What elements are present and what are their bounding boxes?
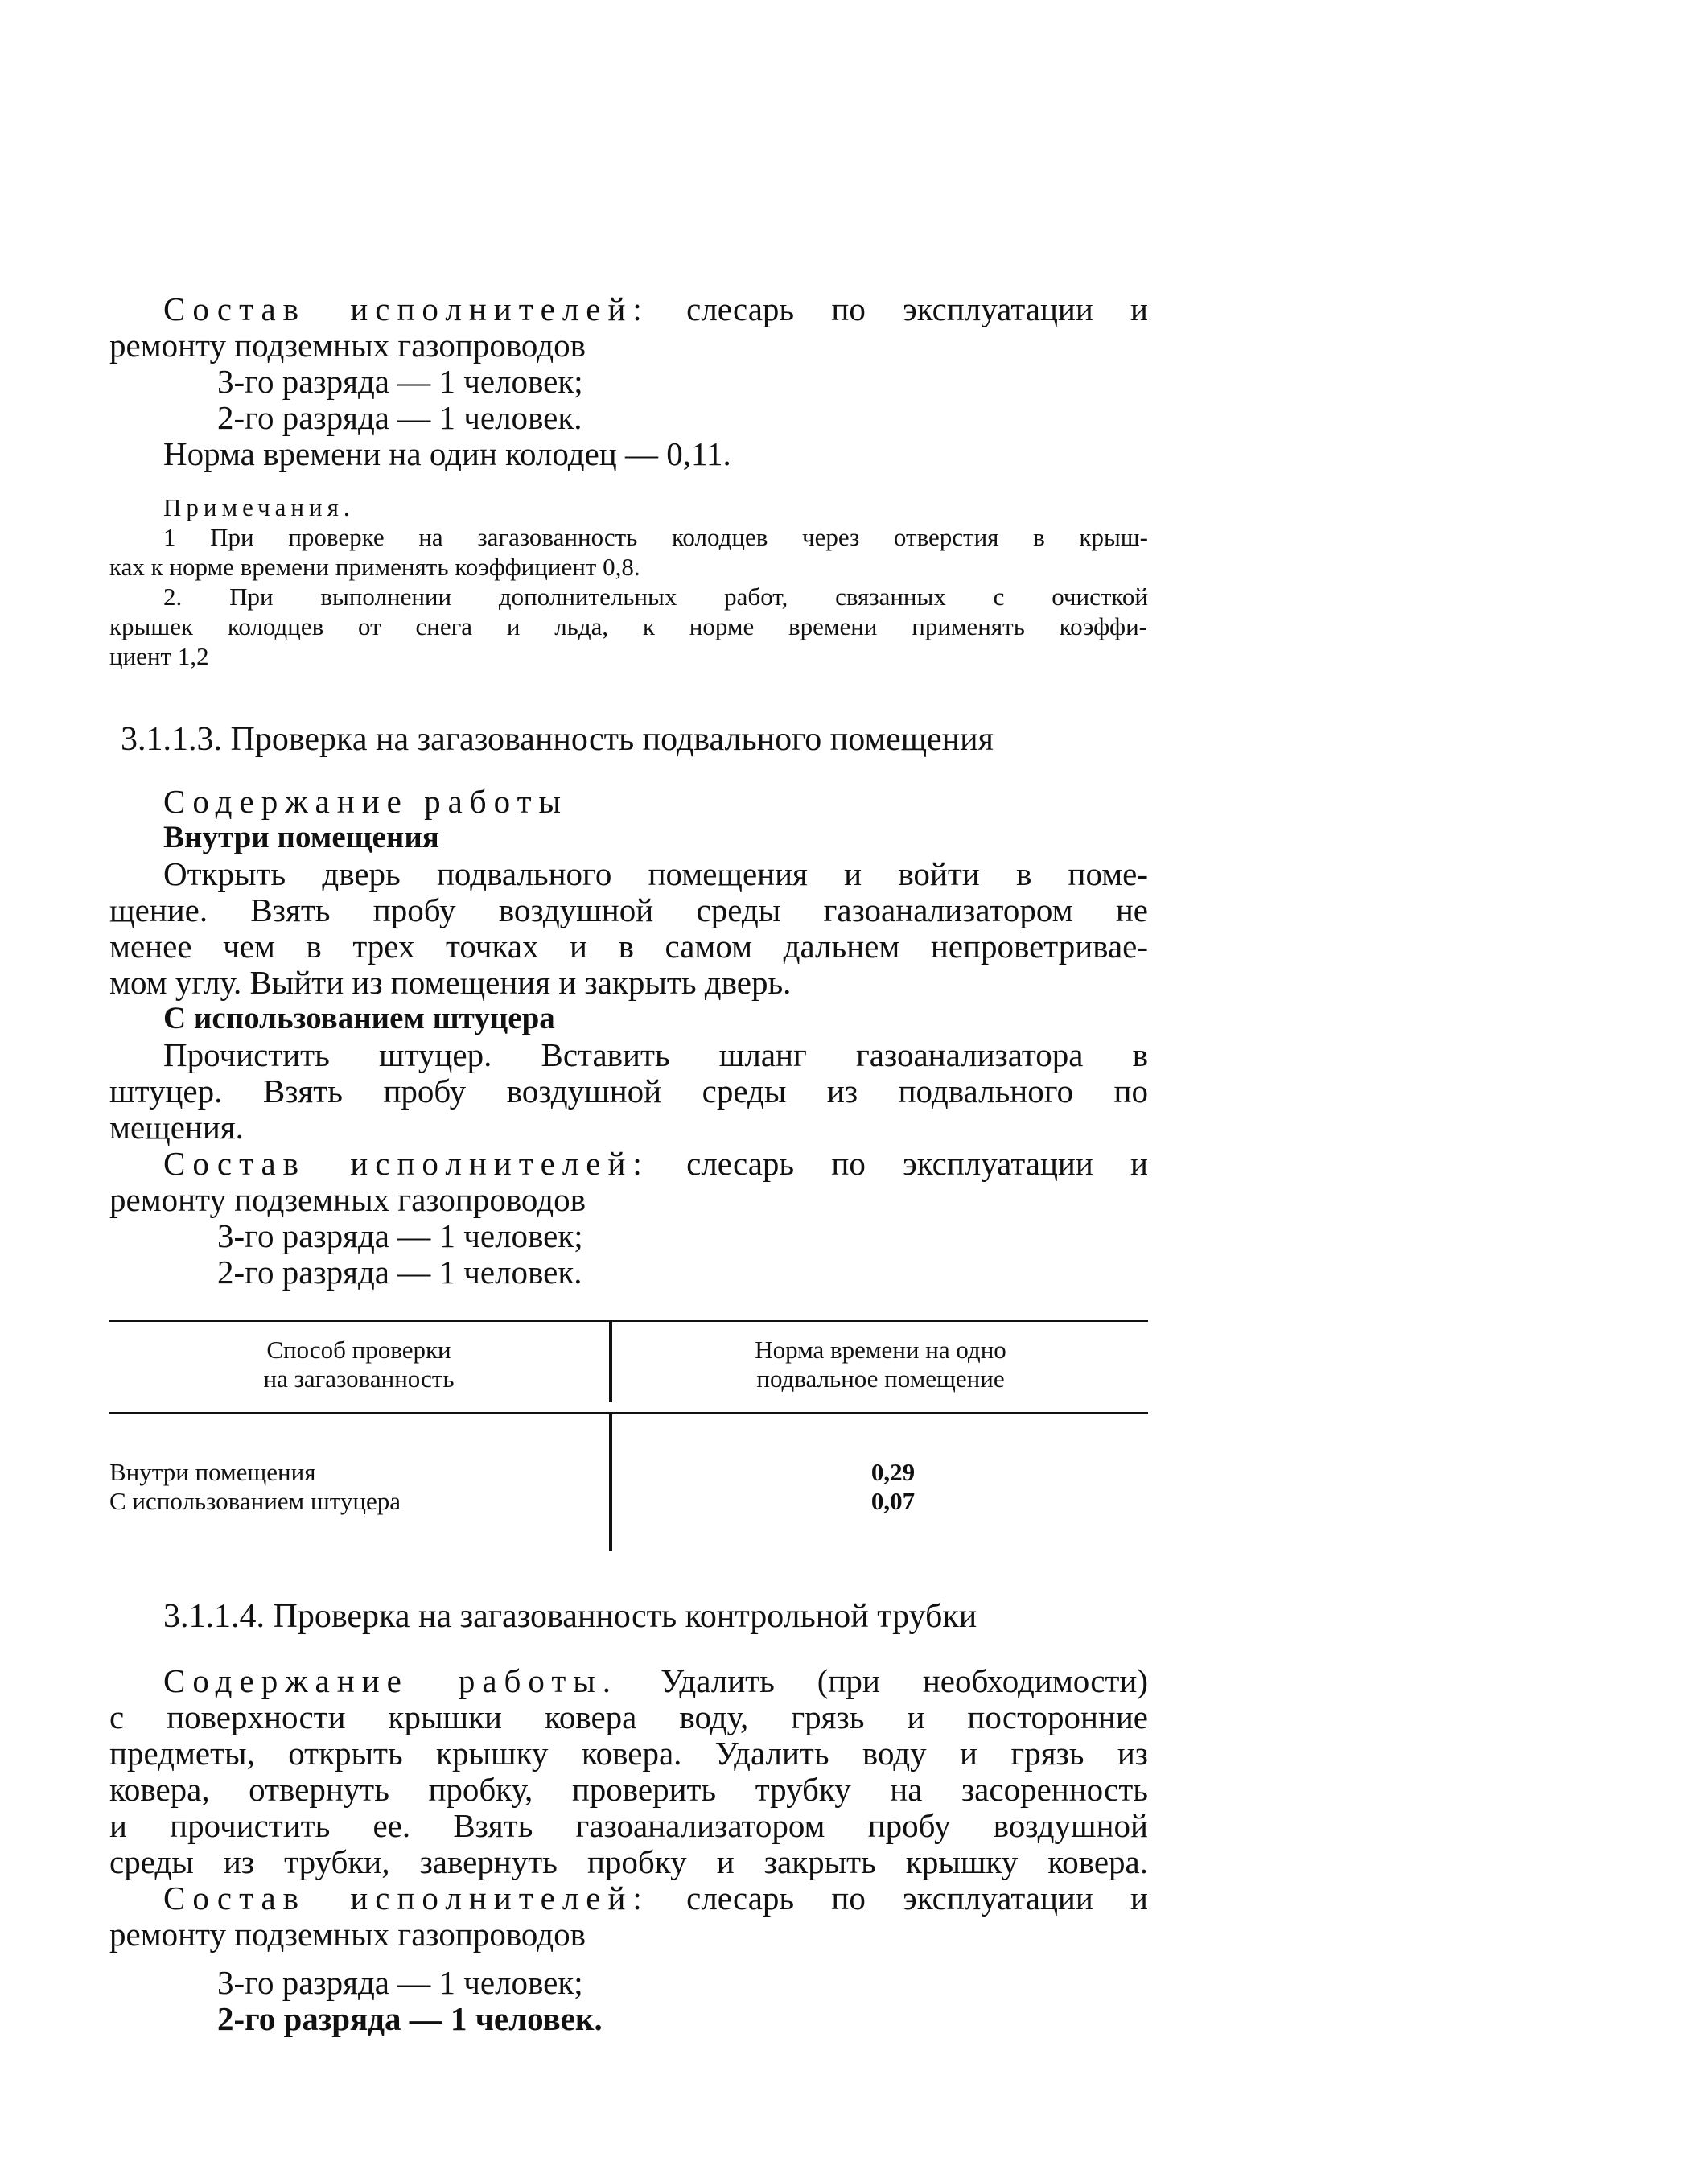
content-line-2: с поверхности крышки ковера воду, грязь и посторонние <box>109 1698 1148 1735</box>
fitting-line-2: штуцер. Взять пробу воздушной среды из подвального по <box>109 1073 1148 1110</box>
composition-line-2: ремонту подземных газопроводов <box>109 1916 586 1953</box>
table-row-2-norm: 0,07 <box>870 1487 916 1515</box>
fitting-line-1: Прочистить штуцер. Вставить шланг газоанализатора в <box>163 1036 1148 1073</box>
composition-lead: Состав исполнителей: <box>163 1145 649 1182</box>
composition-line <box>163 1880 1148 1917</box>
composition-lead: Состав исполнителей: <box>163 290 649 327</box>
col2-header-line-1: Норма времени на одно <box>755 1336 1006 1364</box>
composition-rest: слесарь по эксплуатации и <box>686 290 1148 327</box>
inside-line-4: мом углу. Выйти из помещения и закрыть дверь. <box>109 964 792 1001</box>
col1-header <box>109 1336 608 1394</box>
composition-lead: Состав исполнителей: <box>163 1880 649 1917</box>
section-3-1-1-3-title: 3.1.1.3. Проверка на загазованность подвального помещения <box>121 721 994 758</box>
grade-2-line: 2-го разряда — 1 человек. <box>217 399 582 436</box>
content-line-4: ковера, отвернуть пробку, проверить трубку на засоренность <box>109 1771 1148 1808</box>
composition-line-2: ремонту подземных газопроводов <box>109 1181 586 1218</box>
fitting-line-3: мещения. <box>109 1109 244 1146</box>
grade-3-line: 3-го разряда — 1 человек; <box>217 1217 583 1254</box>
notes-heading: Примечания. <box>163 493 355 521</box>
table-row-2-method: С использованием штуцера <box>109 1487 401 1515</box>
content-heading: Содержание работы <box>163 783 569 820</box>
col1-header-line-1: Способ проверки <box>266 1336 451 1364</box>
inside-line-3: менее чем в трех точках и в самом дальнем непроветривае- <box>109 928 1148 965</box>
table-header-rule <box>109 1412 1148 1414</box>
content-line-1 <box>163 1662 1148 1699</box>
composition-line <box>163 290 1148 327</box>
note-1-line-2: ках к норме времени применять коэффициент 0,8. <box>109 553 640 581</box>
composition-line-2: ремонту подземных газопроводов <box>109 327 586 364</box>
content-line-5: и прочистить ее. Взять газоанализатором пробу воздушной <box>109 1807 1148 1844</box>
composition-line <box>163 1145 1148 1182</box>
table-top-rule <box>109 1320 1148 1322</box>
col2-header-line-2: подвальное помещение <box>756 1365 1005 1393</box>
table-body-divider <box>609 1414 612 1551</box>
note-2-line-3: циент 1,2 <box>109 642 209 670</box>
composition-rest: слесарь по эксплуатации и <box>686 1145 1148 1182</box>
content-line-3: предметы, открыть крышку ковера. Удалить воду и грязь из <box>109 1735 1148 1772</box>
grade-2-line: 2-го разряда — 1 человек. <box>217 2000 603 2037</box>
col1-header-line-2: на загазованность <box>263 1365 455 1393</box>
time-norm-line: Норма времени на один колодец — 0,11. <box>163 435 731 472</box>
content-rest: Удалить (при необходимости) <box>661 1662 1148 1699</box>
note-2-line-2: крышек колодцев от снега и льда, к норме времени применять коэффи- <box>109 612 1147 640</box>
inside-line-1: Открыть дверь подвального помещения и войти в поме- <box>163 855 1148 892</box>
fitting-heading: С использованием штуцера <box>163 1001 555 1035</box>
grade-3-line: 3-го разряда — 1 человек; <box>217 1964 583 2001</box>
note-2-line-1: 2. При выполнении дополнительных работ, связанных с очисткой <box>163 583 1148 611</box>
table-row-1-norm: 0,29 <box>870 1458 916 1486</box>
content-line-6: среды из трубки, завернуть пробку и закрыть крышку ковера. <box>109 1843 1148 1880</box>
grade-3-line: 3-го разряда — 1 человек; <box>217 363 583 400</box>
section-3-1-1-4-title: 3.1.1.4. Проверка на загазованность контрольной трубки <box>163 1598 977 1635</box>
inside-room-heading: Внутри помещения <box>163 820 439 854</box>
composition-rest: слесарь по эксплуатации и <box>686 1880 1148 1917</box>
note-1-line-1: 1 При проверке на загазованность колодцев через отверстия в крыш- <box>163 523 1148 551</box>
grade-2-line: 2-го разряда — 1 человек. <box>217 1254 582 1291</box>
col2-header <box>613 1336 1148 1394</box>
content-lead: Содержание работы. <box>163 1662 619 1699</box>
table-header-divider <box>609 1322 612 1402</box>
table-row-1-method: Внутри помещения <box>109 1458 316 1486</box>
inside-line-2: щение. Взять пробу воздушной среды газоанализатором не <box>109 891 1148 928</box>
